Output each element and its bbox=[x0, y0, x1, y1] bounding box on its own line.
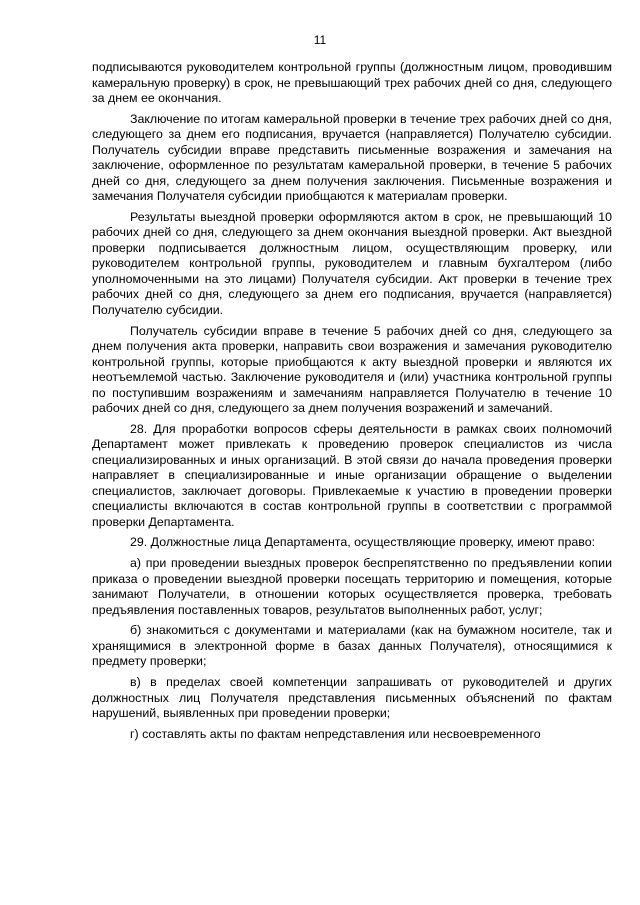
document-body bbox=[92, 60, 612, 747]
paragraph-continuation: подписываются руководителем контрольной группы (должностным лицом, проводившим камеральную проверку) в срок, не превышающий трех рабочих дней со дня, следующего за днем ее окончания. bbox=[92, 60, 612, 105]
paragraph-29-g: г) составлять акты по фактам непредставления или несвоевременного bbox=[130, 726, 541, 741]
paragraph-29-a: а) при проведении выездных проверок беспрепятственно по предъявлении копии приказа о проведении выездной проверки посещать территорию и помещения, которые занимают Получатели, в отношении которых осуществляется проверка, требовать предъявления поставленных товаров, результатов выполненных работ, услуг; bbox=[92, 556, 612, 617]
paragraph-29: 29. Должностные лица Департамента, осуществляющие проверку, имеют право: bbox=[130, 535, 596, 550]
paragraph-objections: Получатель субсидии вправе в течение 5 рабочих дней со дня, следующего за днем получения акта проверки, направить свои возражения и замечания руководителю контрольной группы, которые приобщаются к акту выездной проверки и являются их неотъемлемой частью. Заключение руководителя и (или) участника контрольной группы по поступившим возражениям и замечаниям направляется Получателю в течение 10 рабочих дней со дня, следующего за днем получения возражений и замечаний. bbox=[92, 323, 612, 416]
paragraph-desk-audit-conclusion: Заключение по итогам камеральной проверки в течение трех рабочих дней со дня, следующего за днем его подписания, вручается (направляется) Получателю субсидии. Получатель субсидии вправе представить письменные возражения и замечания на заключение, оформленное по результатам камеральной проверки, в течение 5 рабочих дней со дня, следующего за днем получения заключения. Письменные возражения и замечания Получателя субсидии приобщаются к материалам проверки. bbox=[92, 111, 612, 204]
paragraph-field-audit-results: Результаты выездной проверки оформляются актом в срок, не превышающий 10 рабочих дней со дня, следующего за днем окончания выездной проверки. Акт выездной проверки подписывается должностным лицом, осуществляющим проверку, или руководителем контрольной группы, руководителем и главным бухгалтером (либо уполномоченными на это лицами) Получателя субсидии. Акт проверки в течение трех рабочих дней со дня, следующего за днем его подписания, вручается (направляется) Получателю субсидии. bbox=[92, 209, 612, 317]
page-number: 11 bbox=[313, 33, 327, 47]
paragraph-29-b: б) знакомиться с документами и материалами (как на бумажном носителе, так и хранящимися в электронной форме в базах данных Получателя), относящимися к предмету проверки; bbox=[92, 623, 612, 669]
paragraph-28: 28. Для проработки вопросов сферы деятельности в рамках своих полномочий Департамент может привлекать к проведению проверок специалистов из числа специализированных и иных организаций. В этой связи до начала проведения проверки направляет в специализированные и иные организации обращение о выделении специалистов, заключает договоры. Привлекаемые к участию в проведении проверки специалисты включаются в состав контрольной группы в соответствии с программой проверки Департамента. bbox=[92, 421, 612, 529]
paragraph-29-v: в) в пределах своей компетенции запрашивать от руководителей и других должностных лиц Получателя представления письменных объяснений по фактам нарушений, выявленных при проведении проверки; bbox=[92, 675, 612, 720]
